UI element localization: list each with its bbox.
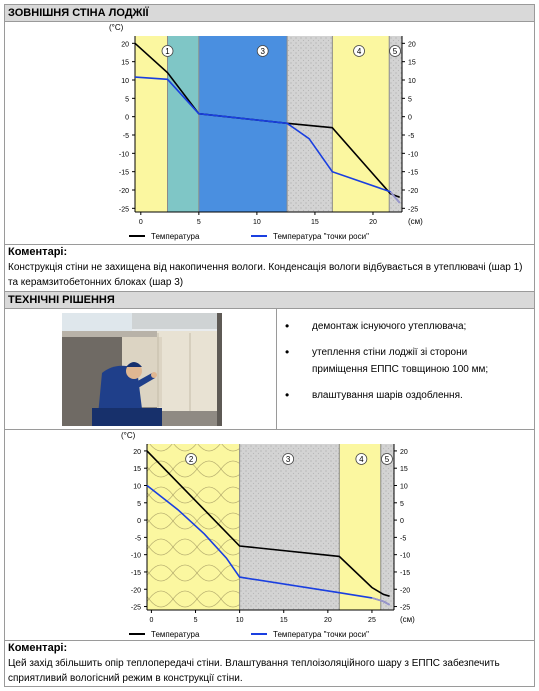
chart-proposed-wall <box>5 430 534 640</box>
y-tick-label: 15 <box>121 59 129 67</box>
y-tick-label: 5 <box>137 500 141 508</box>
comment-1-text: Конструкція стіни не захищена від накопичення вологи. Конденсація вологи відбувається в утеплювачі (шар 1) та керамзитобетонних блоках (шар 3) <box>8 262 523 288</box>
y-unit-label: (°C) <box>121 431 136 440</box>
y-tick-label-right: 0 <box>408 114 412 122</box>
y-tick-label: -15 <box>130 569 141 577</box>
comment-1 <box>8 245 532 290</box>
y-tick-label-right: 10 <box>400 483 408 491</box>
layer-number-label: 3 <box>285 455 291 464</box>
wall-layer <box>168 36 199 212</box>
layer-number-label: 3 <box>260 47 265 56</box>
section1-title: ЗОВНІШНЯ СТІНА ЛОДЖІЇ <box>5 5 534 22</box>
layer-number-label: 2 <box>188 455 194 464</box>
layer-number-label: 5 <box>384 455 390 464</box>
x-tick-label: 10 <box>252 219 261 226</box>
x-tick-label: 0 <box>149 617 154 624</box>
y-tick-label-right: 15 <box>408 59 416 67</box>
y-tick-label-right: 5 <box>408 96 412 104</box>
y-tick-label: 10 <box>133 483 141 491</box>
chart-existing-wall <box>5 22 534 244</box>
y-tick-label: -10 <box>118 151 129 159</box>
wall-layer <box>332 36 389 212</box>
photo-worker-installing-insulation <box>62 313 222 426</box>
x-tick-label: 20 <box>323 617 332 624</box>
y-tick-label-right: 15 <box>400 466 408 474</box>
x-tick-label: 25 <box>368 617 376 624</box>
layer-number-label: 4 <box>356 47 362 56</box>
x-tick-label: 20 <box>369 219 377 226</box>
y-tick-label: -20 <box>130 587 141 595</box>
y-tick-label: 20 <box>133 448 141 456</box>
y-tick-label-right: 10 <box>408 78 416 85</box>
list-item: • демонтаж існуючого утеплювача; <box>282 318 532 335</box>
y-tick-label: -5 <box>134 535 141 543</box>
list-item: приміщення ЕППС товщиною 100 мм; <box>312 364 489 375</box>
y-tick-label: 0 <box>137 518 141 526</box>
y-tick-label: -10 <box>130 552 141 560</box>
x-unit-label: (см) <box>400 615 415 624</box>
y-tick-label-right: 20 <box>408 41 416 49</box>
list-item: • утеплення стіни лоджії зі сторони <box>282 344 532 361</box>
comment-2-text: Цей захід збільшить опір теплопередачі стіни. Влаштування теплоізоляційного шару з ЕППС забезпечить сприятливий вологісний режим в конструкції стіни. <box>8 658 500 684</box>
y-tick-label: 15 <box>133 466 141 474</box>
comment-2-title: Коментарі: <box>8 642 68 654</box>
y-tick-label-right: -20 <box>400 587 411 595</box>
y-tick-label-right: -25 <box>400 604 411 612</box>
photo-illustration <box>62 313 222 426</box>
wall-layer <box>339 444 380 610</box>
legend-label-temperature: Температура <box>151 630 200 639</box>
y-tick-label-right: -5 <box>400 535 407 543</box>
y-tick-label-right: 20 <box>400 448 408 456</box>
layer-number-label: 5 <box>392 47 398 56</box>
y-tick-label-right: -10 <box>408 151 419 159</box>
layer-number-label: 4 <box>359 455 364 464</box>
layer-number-label: 1 <box>165 47 170 56</box>
legend-label-dew-point: Температура "точки роси" <box>273 630 369 639</box>
x-tick-label: 0 <box>138 219 143 226</box>
wall-layer <box>147 444 240 610</box>
legend-label-temperature: Температура <box>151 232 200 241</box>
y-tick-label-right: -15 <box>408 169 419 177</box>
y-unit-label: (°C) <box>109 23 124 32</box>
y-tick-label: -25 <box>130 604 141 612</box>
x-tick-label: 15 <box>279 617 288 624</box>
y-tick-label-right: 0 <box>400 518 404 526</box>
y-tick-label: -15 <box>118 169 129 177</box>
y-tick-label: -25 <box>118 206 129 214</box>
x-tick-label: 15 <box>311 219 319 226</box>
comment-2 <box>8 641 532 686</box>
wall-layer <box>389 36 402 212</box>
y-tick-label: 5 <box>125 96 129 104</box>
y-tick-label-right: -5 <box>408 133 415 140</box>
wall-layer <box>381 444 394 610</box>
x-tick-label: 10 <box>235 617 244 624</box>
y-tick-label: -5 <box>122 133 129 140</box>
comment-1-title: Коментарі: <box>8 246 68 258</box>
technical-solutions-list <box>282 318 532 413</box>
y-tick-label: 10 <box>121 78 129 85</box>
y-tick-label: 0 <box>125 114 129 122</box>
y-tick-label-right: -10 <box>400 552 411 560</box>
list-item: • влаштування шарів оздоблення. <box>282 387 532 404</box>
y-tick-label: -20 <box>118 188 129 195</box>
x-unit-label: (см) <box>408 217 423 226</box>
wall-layer <box>199 36 287 212</box>
y-tick-label-right: -25 <box>408 206 419 214</box>
x-tick-label: 5 <box>196 219 201 226</box>
wall-layer <box>135 36 168 212</box>
legend-label-dew-point: Температура "точки роси" <box>273 232 369 241</box>
section2-title: ТЕХНІЧНІ РІШЕННЯ <box>5 292 534 309</box>
x-tick-label: 5 <box>193 617 198 624</box>
y-tick-label: 20 <box>121 41 129 49</box>
y-tick-label-right: -15 <box>400 569 411 577</box>
y-tick-label-right: 5 <box>400 500 404 508</box>
y-tick-label-right: -20 <box>408 188 419 195</box>
